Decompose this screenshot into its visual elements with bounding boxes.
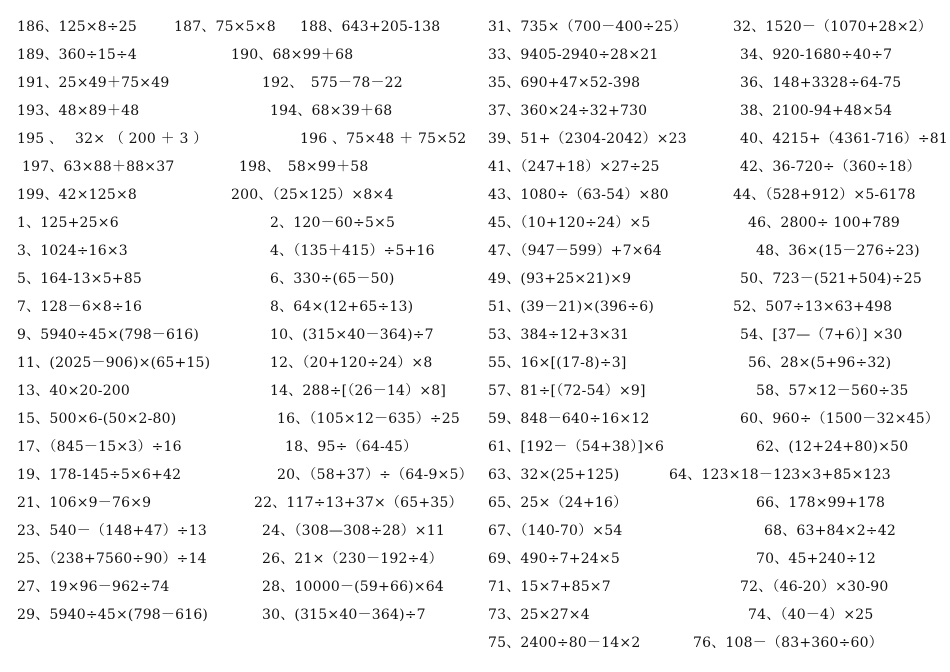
problem-41: 41、（247+18）×27÷25	[488, 159, 660, 175]
problem-195: 195 、 32× （ 200 ＋ 3 ）	[17, 131, 208, 147]
problem-51: 51、(39－21)×(396÷6)	[488, 299, 654, 315]
problem-22: 22、117÷13+37×（65+35）	[254, 495, 463, 511]
problem-17: 17、（845－15×3）÷16	[17, 439, 182, 455]
problem-54: 54、[37—（7+6）] ×30	[740, 327, 903, 343]
problem-35: 35、690+47×52-398	[488, 75, 641, 91]
problem-55: 55、16×[(17-8)÷3]	[488, 355, 627, 371]
problem-53: 53、384÷12+3×31	[488, 327, 630, 343]
problem-75: 75、2400÷80－14×2	[488, 635, 641, 651]
problem-6: 6、330÷(65－50)	[270, 271, 395, 287]
problem-16: 16、（105×12－635）÷25	[277, 411, 460, 427]
problem-200: 200、（25×125）×8×4	[231, 187, 394, 203]
problem-7: 7、128－6×8÷16	[17, 299, 143, 315]
problem-20: 20、（58+37）÷（64-9×5）	[277, 467, 473, 483]
problem-46: 46、2800÷ 100+789	[748, 215, 900, 231]
problem-44: 44、（528+912）×5-6178	[733, 187, 916, 203]
problem-39: 39、51+（2304-2042）×23	[488, 131, 687, 147]
problem-15: 15、500×6-(50×2-80)	[17, 411, 177, 427]
problem-3: 3、1024÷16×3	[17, 243, 128, 259]
problem-37: 37、360×24÷32+730	[488, 103, 648, 119]
problem-187: 187、75×5×8	[174, 19, 276, 35]
problem-36: 36、148+3328÷64-75	[740, 75, 902, 91]
problem-25: 25、（238+7560÷90）÷14	[17, 551, 207, 567]
problem-21: 21、106×9－76×9	[17, 495, 152, 511]
problem-29: 29、5940÷45×(798－616)	[17, 607, 209, 623]
problem-196: 196 、75×48 ＋ 75×52	[300, 131, 467, 147]
problem-74: 74、（40－4）×25	[748, 607, 874, 623]
problem-63: 63、32×(25+125)	[488, 467, 620, 483]
problem-198: 198、 58×99＋58	[239, 159, 369, 175]
problem-186: 186、125×8÷25	[17, 19, 138, 35]
problem-190: 190、68×99＋68	[231, 47, 354, 63]
problem-48: 48、36×(15－276÷23)	[756, 243, 920, 259]
problem-62: 62、(12+24+80)×50	[756, 439, 909, 455]
problem-58: 58、57×12－560÷35	[756, 383, 909, 399]
problem-38: 38、2100-94+48×54	[740, 103, 893, 119]
problem-189: 189、360÷15÷4	[17, 47, 138, 63]
problem-18: 18、95÷（64-45）	[285, 439, 418, 455]
problem-45: 45、（10+120÷24）×5	[488, 215, 651, 231]
problem-32: 32、1520－（1070+28×2）	[733, 19, 933, 35]
problem-73: 73、25×27×4	[488, 607, 590, 623]
problem-14: 14、288÷[（26－14）×8]	[270, 383, 447, 399]
problem-28: 28、10000－(59+66)×64	[262, 579, 444, 595]
problem-66: 66、178×99+178	[756, 495, 886, 511]
problem-1: 1、125+25×6	[17, 215, 119, 231]
problem-61: 61、[192－（54+38）]×6	[488, 439, 665, 455]
problem-50: 50、723－(521+504)÷25	[740, 271, 922, 287]
problem-68: 68、63+84×2÷42	[764, 523, 896, 539]
problem-26: 26、21×（230－192÷4）	[262, 551, 443, 567]
problem-8: 8、64×(12+65÷13)	[270, 299, 414, 315]
problem-57: 57、81÷[（72-54）×9]	[488, 383, 646, 399]
problem-13: 13、40×20-200	[17, 383, 131, 399]
problem-10: 10、(315×40－364)÷7	[270, 327, 434, 343]
problem-12: 12、（20+120÷24）×8	[270, 355, 433, 371]
problem-199: 199、42×125×8	[17, 187, 138, 203]
problem-42: 42、36-720÷（360÷18）	[740, 159, 921, 175]
problem-4: 4、（135＋415）÷5+16	[270, 243, 435, 259]
problem-192: 192、 575－78－22	[262, 75, 403, 91]
problem-69: 69、490÷7+24×5	[488, 551, 620, 567]
problem-43: 43、1080÷（63-54）×80	[488, 187, 669, 203]
problem-70: 70、45+240÷12	[756, 551, 877, 567]
problem-9: 9、5940÷45×(798－616)	[17, 327, 199, 343]
problem-23: 23、540－（148+47）÷13	[17, 523, 207, 539]
problem-64: 64、123×18－123×3+85×123	[669, 467, 891, 483]
problem-49: 49、(93+25×21)×9	[488, 271, 632, 287]
problem-11: 11、(2025－906)×(65+15)	[17, 355, 211, 371]
problem-191: 191、25×49＋75×49	[17, 75, 170, 91]
problem-188: 188、643+205-138	[300, 19, 441, 35]
problem-33: 33、9405-2940÷28×21	[488, 47, 659, 63]
problem-67: 67、（140-70）×54	[488, 523, 623, 539]
problem-19: 19、178-145÷5×6+42	[17, 467, 182, 483]
problem-24: 24、（308—308÷28）×11	[262, 523, 445, 539]
problem-31: 31、735×（700－400÷25）	[488, 19, 688, 35]
problem-72: 72、（46-20）×30-90	[740, 579, 889, 595]
problem-30: 30、(315×40－364)÷7	[262, 607, 426, 623]
problem-59: 59、848－640÷16×12	[488, 411, 650, 427]
problem-76: 76、108－（83+360÷60）	[693, 635, 883, 651]
problem-27: 27、19×96－962÷74	[17, 579, 170, 595]
problem-56: 56、28×(5+96÷32)	[748, 355, 892, 371]
problem-193: 193、48×89＋48	[17, 103, 140, 119]
problem-34: 34、920-1680÷40÷7	[740, 47, 893, 63]
problem-5: 5、164-13×5+85	[17, 271, 142, 287]
problem-71: 71、15×7+85×7	[488, 579, 611, 595]
problem-197: 197、63×88＋88×37	[22, 159, 175, 175]
problem-194: 194、68×39＋68	[270, 103, 393, 119]
problem-65: 65、25×（24+16）	[488, 495, 628, 511]
problem-40: 40、4215+（4361-716）÷81	[740, 131, 948, 147]
problem-47: 47、（947－599）+7×64	[488, 243, 662, 259]
problem-60: 60、960÷（1500－32×45）	[740, 411, 940, 427]
problem-52: 52、507÷13×63+498	[733, 299, 893, 315]
problem-2: 2、120－60÷5×5	[270, 215, 396, 231]
